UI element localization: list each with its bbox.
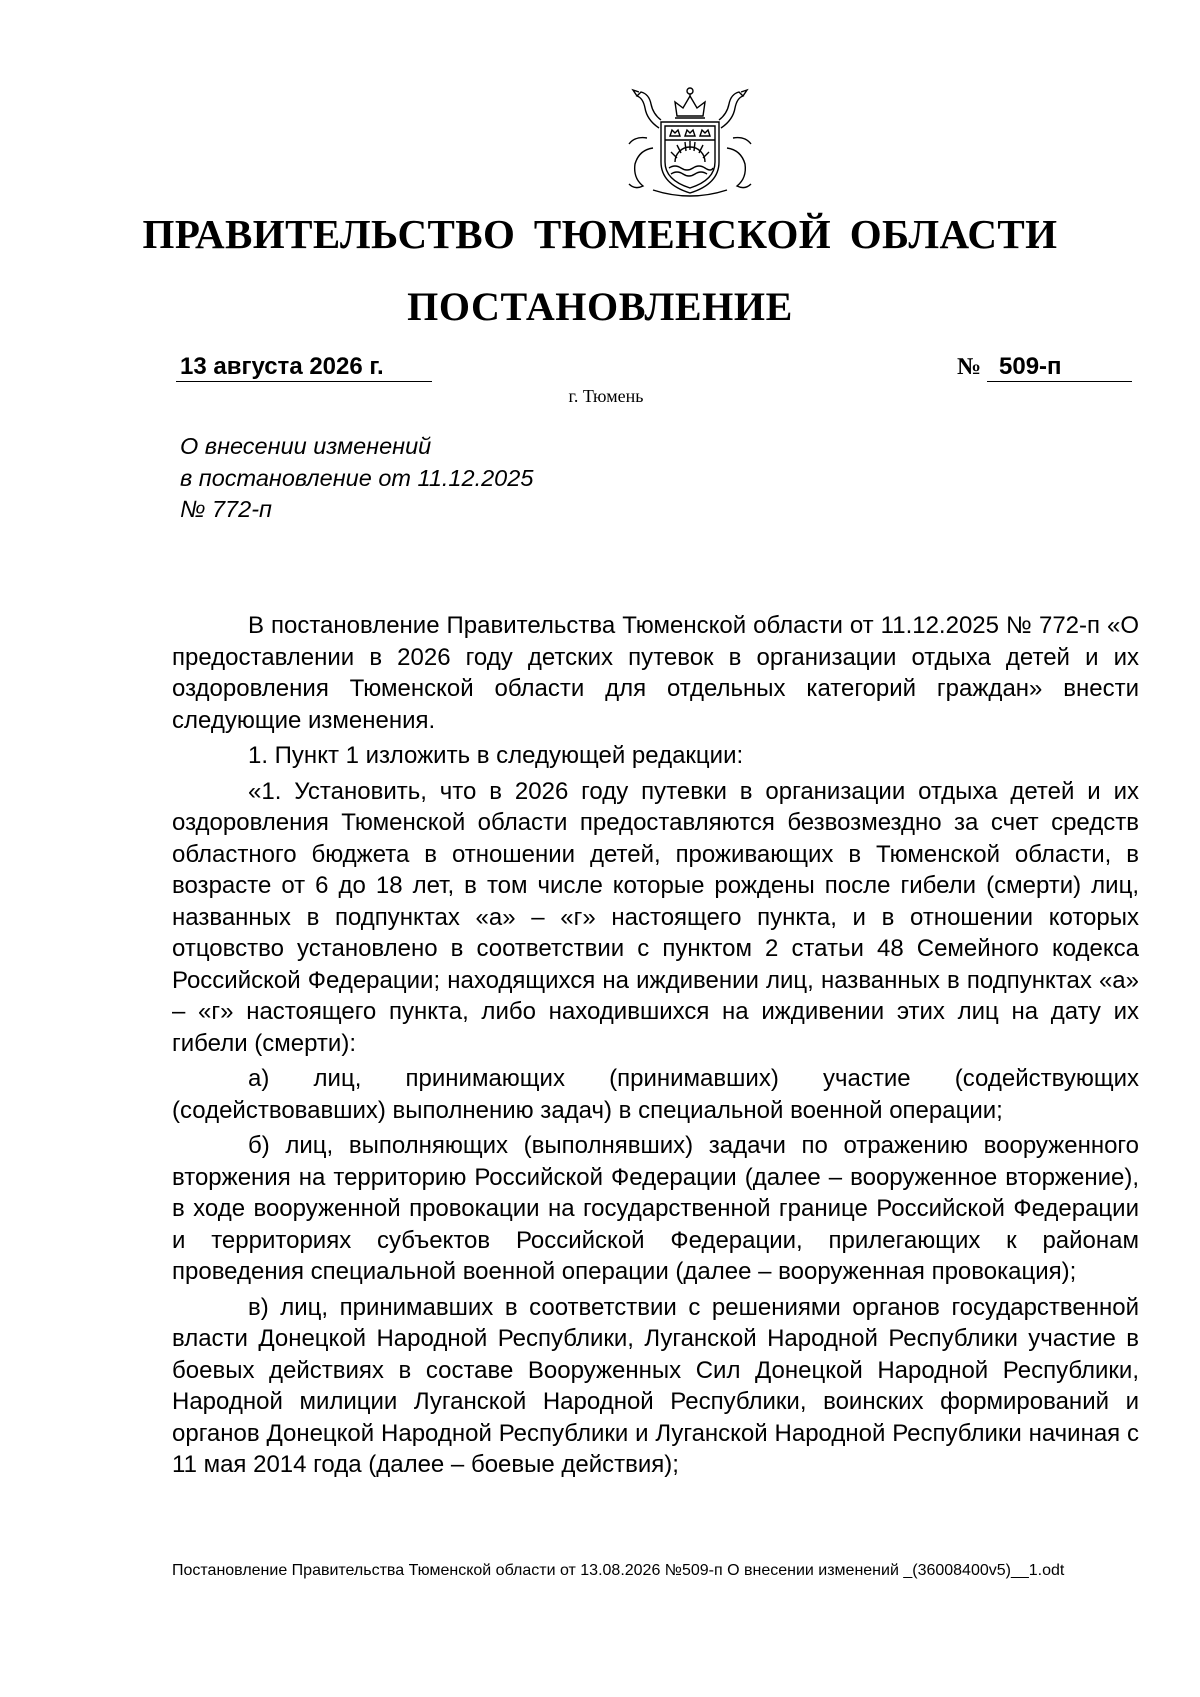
subject-line: О внесении изменений — [180, 433, 432, 459]
document-date: 13 августа 2026 г. — [176, 354, 432, 382]
body-paragraph-preamble: В постановление Правительства Тюменской области от 11.12.2025 № 772-п «О предоставлении в 2026 году детских путевок в организации отдыха детей и их оздоровления Тюменской области для отдельных категорий граждан» внести следующие изменения. — [172, 612, 1139, 734]
document-number: 509-п — [987, 354, 1132, 382]
body-paragraph-item-1: 1. Пункт 1 изложить в следующей редакции: — [248, 742, 744, 769]
document-city: г. Тюмень — [568, 386, 644, 406]
document-type: ПОСТАНОВЛЕНИЕ — [407, 284, 793, 329]
organization-title: ПРАВИТЕЛЬСТВО ТЮМЕНСКОЙ ОБЛАСТИ — [142, 211, 1058, 257]
document-subject — [180, 431, 533, 526]
page-footer: Постановление Правительства Тюменской области от 13.08.2026 №509-п О внесении изменений _(36008400v5)__1.odt — [172, 1562, 1065, 1579]
subject-line: № 772-п — [180, 496, 272, 522]
number-sign: № — [957, 354, 982, 380]
body-paragraph-clause-1: «1. Установить, что в 2026 году путевки в организации отдыха детей и их оздоровления Тюменской области предоставляются безвозмездно за счет средств областного бюджета в отношении детей, проживающих в Тюменской области, в возрасте от 6 до 18 лет, в том числе которые рождены после гибели (смерти) лиц, названных в подпунктах «а» – «г» настоящего пункта, и в отношении которых отцовство установлено в соответствии с пунктом 2 статьи 48 Семейного кодекса Российской Федерации; находящихся на иждивении лиц, названных в подпунктах «а» – «г» настоящего пункта, либо находившихся на иждивении этих лиц на дату их гибели (смерти): — [172, 777, 1139, 1057]
subject-line: в постановление от 11.12.2025 — [180, 464, 534, 491]
body-paragraph-subitem-a: а) лиц, принимающих (принимавших) участие (содействующих (содействовавших) выполнению задач) в специальной военной операции; — [172, 1065, 1139, 1124]
body-paragraph-subitem-v: в) лиц, принимавших в соответствии с решениями органов государственной власти Донецкой Народной Республики, Луганской Народной Республики участие в боевых действиях в составе Вооруженных Сил Донецкой Народной Республики, Народной милиции Луганской Народной Республики, воинских формирований и органов Донецкой Народной Республики и Луганской Народной Республики начиная с 11 мая 2014 года (далее – боевые действия); — [172, 1293, 1139, 1478]
document-body — [172, 610, 1139, 1485]
tyumen-coat-of-arms-icon — [595, 78, 785, 200]
body-paragraph-subitem-b: б) лиц, выполняющих (выполнявших) задачи по отражению вооруженного вторжения на территорию Российской Федерации (далее – вооруженное вторжение), в ходе вооруженной провокации на государственной границе Российской Федерации и территориях субъектов Российской Федерации, прилегающих к районам проведения специальной военной операции (далее – вооруженная провокация); — [172, 1132, 1139, 1285]
